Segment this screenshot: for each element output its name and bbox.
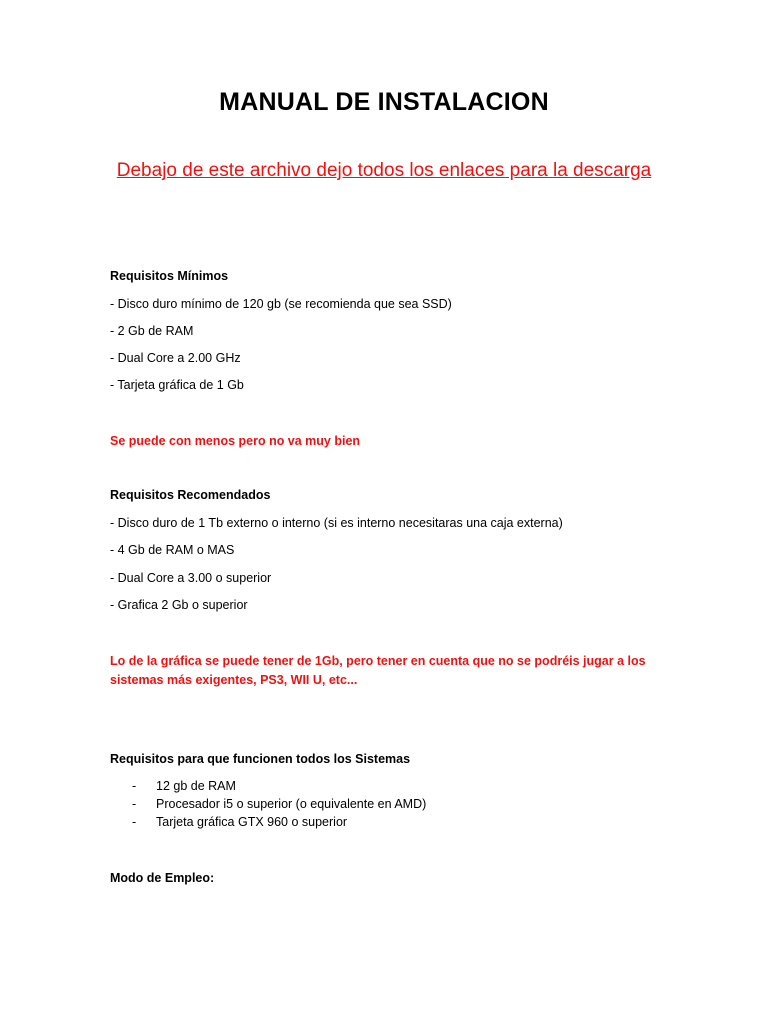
minimos-item: - Tarjeta gráfica de 1 Gb: [110, 378, 244, 392]
page-title: MANUAL DE INSTALACION: [219, 88, 549, 116]
recomendados-item: - 4 Gb de RAM o MAS: [110, 543, 235, 557]
todos-item-text: Tarjeta gráfica GTX 960 o superior: [156, 815, 348, 829]
todos-list-item: [132, 815, 347, 829]
download-links-note[interactable]: Debajo de este archivo dejo todos los enlaces para la descarga: [116, 160, 652, 181]
todos-list-item: [132, 779, 236, 793]
bullet-marker: -: [132, 797, 137, 811]
recomendados-item: - Disco duro de 1 Tb externo o interno (si es interno necesitaras una caja externa): [110, 516, 563, 530]
minimos-item: - 2 Gb de RAM: [110, 324, 194, 338]
modo-empleo-heading: Modo de Empleo:: [110, 871, 215, 885]
bullet-marker: -: [132, 779, 137, 793]
todos-heading: Requisitos para que funcionen todos los Sistemas: [110, 752, 411, 766]
recomendados-item: - Grafica 2 Gb o superior: [110, 598, 248, 612]
recomendados-heading: Requisitos Recomendados: [110, 488, 271, 502]
minimos-item: - Disco duro mínimo de 120 gb (se recomienda que sea SSD): [110, 297, 452, 311]
recomendados-note: Lo de la gráfica se puede tener de 1Gb, pero tener en cuenta que no se podréis jugar a los sistemas más exigentes, PS3, WII U, etc...: [110, 654, 646, 687]
recomendados-item: - Dual Core a 3.00 o superior: [110, 571, 272, 585]
todos-item-text: 12 gb de RAM: [156, 779, 236, 793]
minimos-item: - Dual Core a 2.00 GHz: [110, 351, 241, 365]
bullet-marker: -: [132, 815, 137, 829]
minimos-heading: Requisitos Mínimos: [110, 269, 229, 283]
minimos-note: Se puede con menos pero no va muy bien: [110, 434, 361, 448]
todos-list-item: [132, 797, 426, 811]
todos-item-text: Procesador i5 o superior (o equivalente en AMD): [156, 797, 427, 811]
